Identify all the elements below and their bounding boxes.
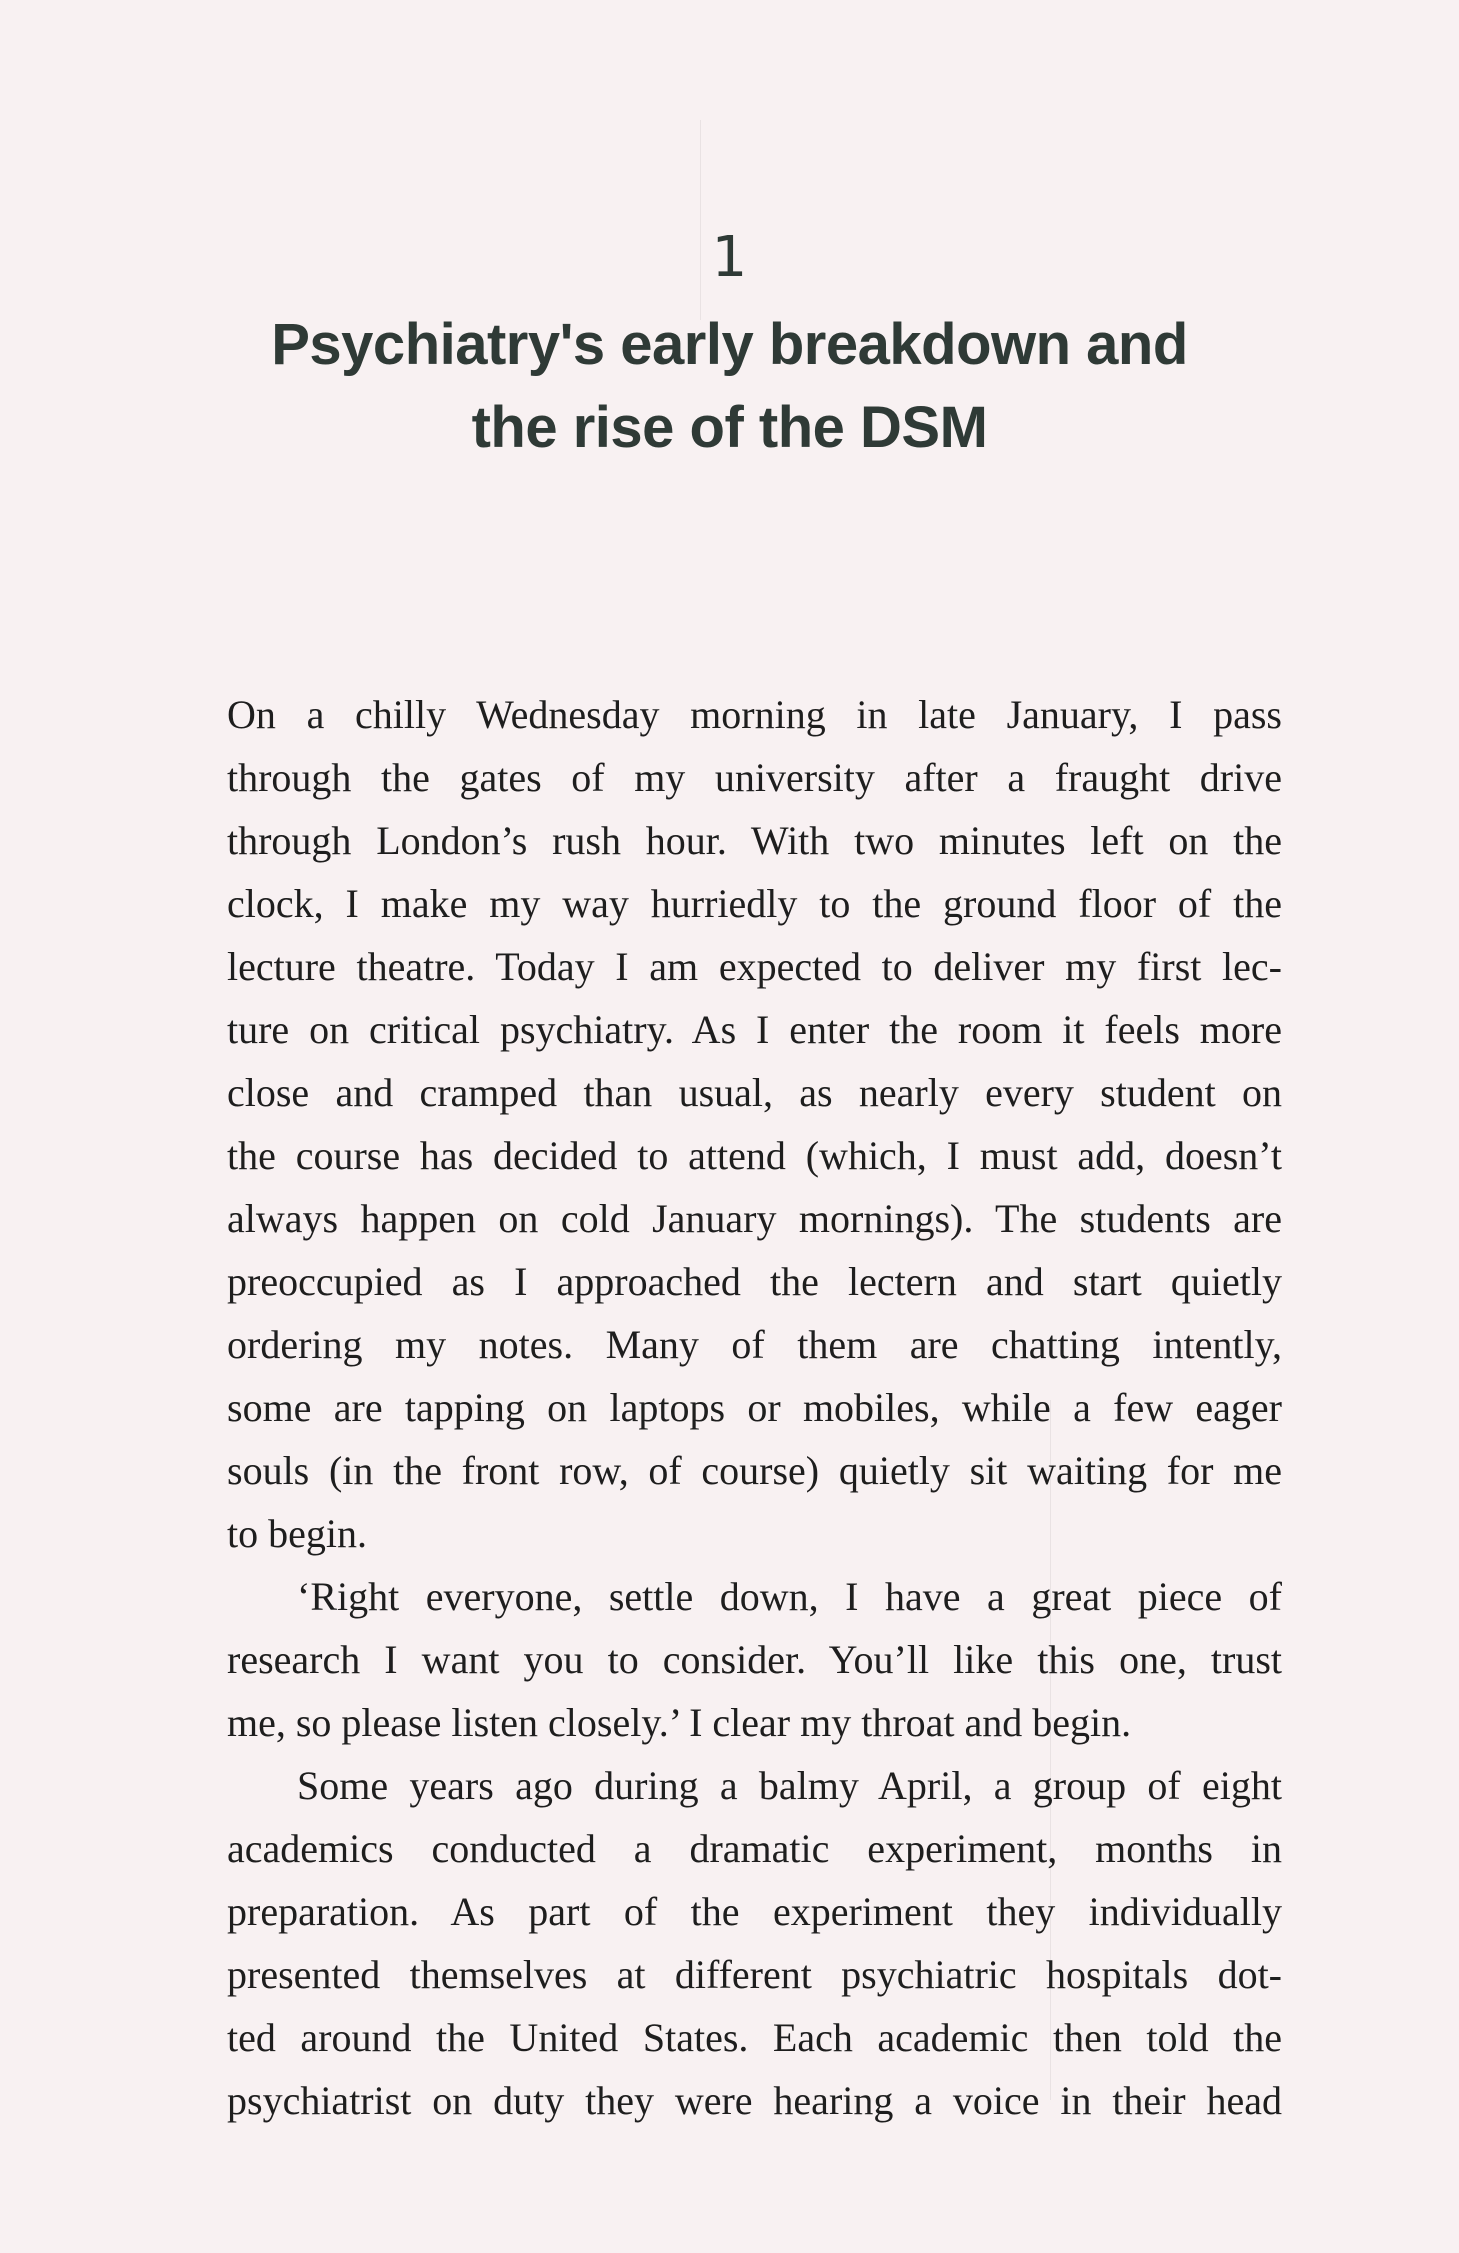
text-line: through the gates of my university after a fraught drive bbox=[227, 755, 1282, 800]
text-line: some are tapping on laptops or mobiles, while a few eager bbox=[227, 1385, 1282, 1430]
text-line: preoccupied as I approached the lectern and start quietly bbox=[227, 1259, 1282, 1304]
text-line: On a chilly Wednesday morning in late January, I pass bbox=[227, 692, 1282, 737]
chapter-number: 1 bbox=[711, 225, 748, 290]
text-line: preparation. As part of the experiment they individually bbox=[227, 1889, 1282, 1934]
text-line: to begin. bbox=[227, 1511, 367, 1556]
text-line: clock, I make my way hurriedly to the ground floor of the bbox=[227, 881, 1282, 926]
chapter-title-line: the rise of the DSM bbox=[471, 395, 988, 460]
text-line: academics conducted a dramatic experiment, months in bbox=[227, 1826, 1282, 1871]
chapter-title bbox=[0, 303, 1459, 469]
text-line: through London’s rush hour. With two minutes left on the bbox=[227, 818, 1282, 863]
paragraph bbox=[227, 1754, 1282, 2132]
text-line: ted around the United States. Each academic then told the bbox=[227, 2015, 1282, 2060]
body-text bbox=[227, 683, 1282, 2132]
text-line: ture on critical psychiatry. As I enter the room it feels more bbox=[227, 1007, 1282, 1052]
text-line: me, so please listen closely.’ I clear my throat and begin. bbox=[227, 1700, 1132, 1745]
text-line: close and cramped than usual, as nearly every student on bbox=[227, 1070, 1282, 1115]
text-line: psychiatrist on duty they were hearing a voice in their head bbox=[227, 2078, 1282, 2123]
text-line: always happen on cold January mornings). The students are bbox=[227, 1196, 1282, 1241]
text-line: research I want you to consider. You’ll like this one, trust bbox=[227, 1637, 1282, 1682]
text-line: the course has decided to attend (which, I must add, doesn’t bbox=[227, 1133, 1282, 1178]
chapter-title-line: Psychiatry's early breakdown and bbox=[271, 312, 1188, 377]
scan-artifact bbox=[700, 120, 701, 320]
text-line: presented themselves at different psychiatric hospitals dot- bbox=[227, 1952, 1282, 1997]
text-line: souls (in the front row, of course) quietly sit waiting for me bbox=[227, 1448, 1282, 1493]
text-line: ‘Right everyone, settle down, I have a great piece of bbox=[297, 1574, 1282, 1619]
paragraph bbox=[227, 683, 1282, 1565]
text-line: Some years ago during a balmy April, a group of eight bbox=[297, 1763, 1282, 1808]
paragraph bbox=[227, 1565, 1282, 1754]
text-line: lecture theatre. Today I am expected to deliver my first lec- bbox=[227, 944, 1282, 989]
text-line: ordering my notes. Many of them are chatting intently, bbox=[227, 1322, 1282, 1367]
